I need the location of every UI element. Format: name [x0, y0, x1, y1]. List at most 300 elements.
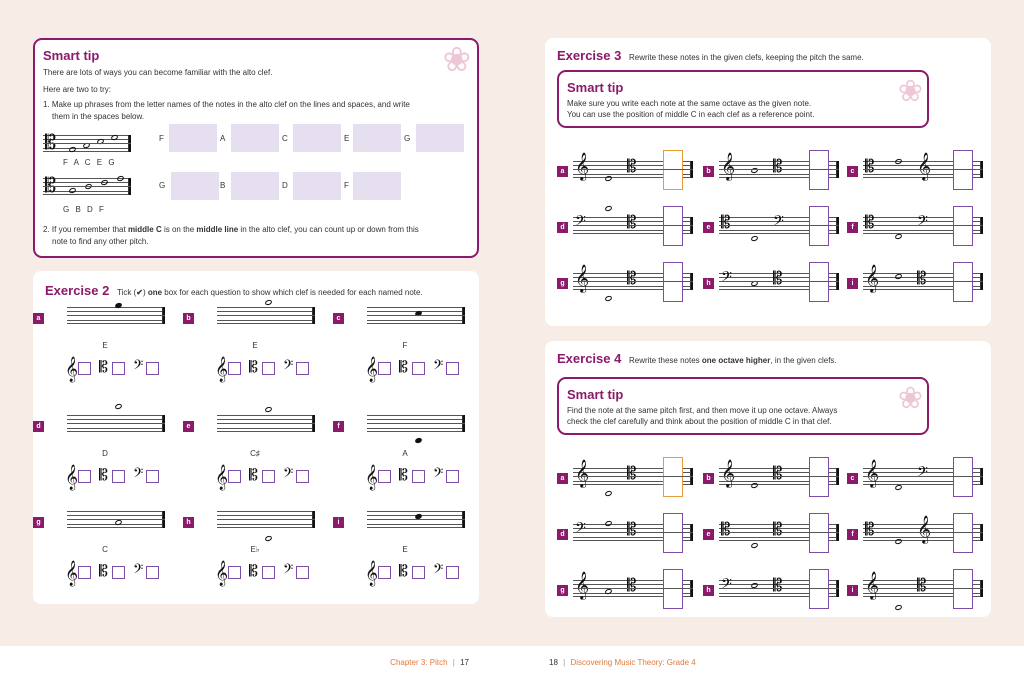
note [750, 582, 758, 589]
bass-clef-icon: 𝄢 [721, 576, 732, 596]
bass-clef-icon: 𝄢 [575, 520, 586, 540]
footer-right [549, 658, 696, 667]
barline [836, 217, 839, 234]
answer-box[interactable] [953, 206, 973, 246]
treble-clef-icon: 𝄞 [215, 561, 229, 586]
treble-clef-icon: 𝄞 [215, 357, 229, 382]
barline [980, 217, 983, 234]
answer-box[interactable] [809, 569, 829, 609]
treble-clef-icon: 𝄞 [365, 465, 379, 490]
staff [863, 515, 983, 543]
question-letter: a [557, 473, 568, 484]
smart-tip-title: Smart tip [43, 48, 100, 63]
barline [162, 307, 165, 324]
footer-separator: | [563, 658, 566, 667]
note [414, 513, 422, 520]
treble-clef-icon: 𝄞 [575, 264, 590, 292]
barline [312, 511, 315, 528]
barline [690, 273, 693, 290]
barline [690, 217, 693, 234]
exercise-2-title: Exercise 2 [45, 283, 110, 298]
smart-tip-title: Smart tip [567, 80, 624, 95]
barline [980, 161, 983, 178]
answer-box[interactable] [416, 124, 464, 152]
question-letter: d [33, 421, 44, 432]
staff [719, 152, 839, 180]
tick-box[interactable] [378, 566, 391, 579]
alto-clef-icon: 𝄡 [627, 157, 637, 177]
box-label-G: G [404, 134, 411, 143]
barline [980, 524, 983, 541]
bass-clef-icon: 𝄢 [133, 465, 144, 484]
question-letter: d [557, 529, 568, 540]
answer-box[interactable] [171, 172, 219, 200]
question-letter: h [703, 278, 714, 289]
note [604, 205, 612, 212]
tick-box[interactable] [146, 566, 159, 579]
barline [690, 524, 693, 541]
barline [462, 415, 465, 432]
alto-clef-icon: 𝄡 [865, 520, 875, 540]
answer-box[interactable] [293, 124, 341, 152]
answer-box[interactable] [231, 124, 279, 152]
alto-clef-icon: 𝄡 [627, 520, 637, 540]
note-name: E♭ [250, 545, 260, 554]
alto-clef-icon: 𝄡 [249, 357, 258, 376]
tip-line-2: Here are two to try: [43, 85, 112, 94]
staff [719, 520, 839, 541]
question-letter: e [183, 421, 194, 432]
note [604, 295, 612, 302]
staff [863, 152, 983, 180]
tip-line-1: There are lots of ways you can become familiar with the alto clef. [43, 68, 273, 77]
answer-box[interactable] [293, 172, 341, 200]
answer-box[interactable] [663, 262, 683, 302]
box-label-F: F [344, 181, 349, 190]
note [894, 273, 902, 280]
tip-line-1: Make sure you write each note at the same octave as the given note. [567, 99, 812, 108]
alto-clef-icon: 𝄡 [99, 561, 108, 580]
instr-text: Rewrite these notes [628, 356, 702, 365]
note [414, 437, 422, 444]
note [750, 482, 758, 489]
tick-box[interactable] [228, 362, 241, 375]
note-name: A [402, 449, 408, 458]
tick-box[interactable] [378, 470, 391, 483]
treble-clef-icon: 𝄞 [65, 357, 79, 382]
note [114, 403, 122, 410]
footer-book-title: Discovering Music Theory: Grade 4 [570, 658, 696, 667]
staff [573, 213, 693, 234]
answer-box[interactable] [953, 457, 973, 497]
exercise-2-header [45, 283, 423, 298]
staff [67, 415, 165, 432]
staff [719, 269, 839, 290]
bass-clef-icon: 𝄢 [283, 357, 294, 376]
note [604, 490, 612, 497]
answer-box[interactable] [809, 457, 829, 497]
alto-clef-icon: 𝄡 [917, 269, 927, 289]
question-letter: i [847, 585, 858, 596]
answer-box[interactable] [663, 457, 683, 497]
barline [312, 415, 315, 432]
exercise-4-card [545, 341, 991, 617]
question-letter: g [33, 517, 44, 528]
staff [863, 571, 983, 599]
tick-box[interactable] [112, 566, 125, 579]
bass-clef-icon: 𝄢 [133, 357, 144, 376]
treble-clef-icon: 𝄞 [917, 515, 932, 543]
staff [367, 415, 465, 432]
tick-box[interactable] [112, 362, 125, 375]
question-letter: b [703, 166, 714, 177]
smart-tip-title: Smart tip [567, 387, 624, 402]
answer-box[interactable] [809, 150, 829, 190]
answer-box[interactable] [353, 172, 401, 200]
exercise-4-header [557, 351, 837, 366]
tip-line-1: Find the note at the same pitch first, and then move it up one octave. Always [567, 406, 838, 415]
box-label-G: G [159, 181, 166, 190]
note-name: E [402, 545, 408, 554]
question-letter: b [183, 313, 194, 324]
answer-box[interactable] [663, 150, 683, 190]
note [750, 280, 758, 287]
alto-clef-icon: 𝄡 [45, 173, 57, 197]
tick-box[interactable] [146, 470, 159, 483]
treble-clef-icon: 𝄞 [865, 571, 880, 599]
instr-bold: one [147, 288, 163, 297]
treble-clef-icon: 𝄞 [721, 152, 736, 180]
bass-clef-icon: 𝄢 [433, 357, 444, 376]
tick-box[interactable] [412, 362, 425, 375]
answer-box[interactable] [953, 569, 973, 609]
alto-clef-icon: 𝄡 [773, 157, 783, 177]
question-letter: b [703, 473, 714, 484]
note [604, 175, 612, 182]
box-label-E: E [344, 134, 350, 143]
question-letter: c [333, 313, 344, 324]
treble-clef-icon: 𝄞 [65, 561, 79, 586]
answer-box[interactable] [809, 206, 829, 246]
exercise-3-card [545, 38, 991, 326]
treble-clef-icon: 𝄞 [215, 465, 229, 490]
question-letter: c [847, 166, 858, 177]
note [894, 484, 902, 491]
footer-chapter: Chapter 3: Pitch [390, 658, 448, 667]
exercise-3-title: Exercise 3 [557, 48, 622, 63]
alto-clef-icon: 𝄡 [399, 357, 408, 376]
barline [836, 273, 839, 290]
alto-clef-icon: 𝄡 [45, 130, 57, 154]
smart-tip-alto [33, 38, 479, 258]
answer-box[interactable] [953, 150, 973, 190]
staff [367, 511, 465, 528]
question-letter: f [847, 222, 858, 233]
alto-clef-icon: 𝄡 [773, 269, 783, 289]
box-label-B: B [220, 181, 226, 190]
tip-item-2b: note to find any other pitch. [52, 237, 149, 246]
note [604, 588, 612, 595]
staff [863, 459, 983, 487]
footer-separator: | [452, 658, 455, 667]
tick-box[interactable] [262, 362, 275, 375]
bass-clef-icon: 𝄢 [917, 464, 928, 484]
barline [690, 468, 693, 485]
treble-clef-icon: 𝄞 [65, 465, 79, 490]
answer-box[interactable] [231, 172, 279, 200]
alto-clef-icon: 𝄡 [627, 576, 637, 596]
note [894, 233, 902, 240]
question-letter: h [183, 517, 194, 528]
question-letter: g [557, 585, 568, 596]
floral-decoration: ❀ [897, 74, 923, 109]
tip-item-2-bold: middle line [196, 225, 239, 234]
alto-clef-icon: 𝄡 [627, 269, 637, 289]
alto-clef-icon: 𝄡 [917, 576, 927, 596]
box-label-C: C [282, 134, 288, 143]
treble-clef-icon: 𝄞 [721, 459, 736, 487]
exercise-3-instruction: Rewrite these notes in the given clefs, keeping the pitch the same. [628, 53, 864, 62]
tip-line-2: You can use the position of middle C in each clef as a reference point. [567, 110, 815, 119]
alto-clef-icon: 𝄡 [399, 561, 408, 580]
note [84, 183, 92, 190]
treble-clef-icon: 𝄞 [365, 561, 379, 586]
note-name: F [402, 341, 408, 350]
note [414, 310, 422, 317]
tip-item-2-bold: middle C [127, 225, 162, 234]
answer-box[interactable] [809, 513, 829, 553]
staff [367, 307, 465, 324]
bass-clef-icon: 𝄢 [575, 213, 586, 233]
question-letter: c [847, 473, 858, 484]
tip-item-2-text: is on the [161, 225, 197, 234]
alto-clef-icon: 𝄡 [773, 520, 783, 540]
note-name: C♯ [250, 449, 260, 458]
note [750, 542, 758, 549]
page-footer [0, 646, 1024, 682]
answer-box[interactable] [663, 513, 683, 553]
tick-box[interactable] [296, 566, 309, 579]
treble-clef-icon: 𝄞 [917, 152, 932, 180]
answer-box[interactable] [953, 513, 973, 553]
tip-item-2 [43, 224, 419, 236]
barline [128, 135, 131, 152]
alto-clef-icon: 𝄡 [249, 465, 258, 484]
note [894, 604, 902, 611]
row1-letters: F A C E G [63, 158, 115, 167]
barline [980, 273, 983, 290]
bass-clef-icon: 𝄢 [133, 561, 144, 580]
barline [462, 511, 465, 528]
note [264, 299, 272, 306]
note [96, 138, 104, 145]
question-letter: a [557, 166, 568, 177]
tick-box[interactable] [112, 470, 125, 483]
bass-clef-icon: 𝄢 [773, 213, 784, 233]
bass-clef-icon: 𝄢 [283, 465, 294, 484]
barline [836, 161, 839, 178]
question-letter: d [557, 222, 568, 233]
question-letter: e [703, 529, 714, 540]
instr-text: box for each question to show which clef is needed for each named note. [162, 288, 423, 297]
alto-staff-1 [43, 130, 131, 154]
note [82, 142, 90, 149]
staff [217, 415, 315, 432]
tick-box[interactable] [412, 566, 425, 579]
tick-box[interactable] [228, 470, 241, 483]
staff [573, 459, 693, 487]
floral-decoration: ❀ [897, 381, 923, 416]
note [894, 158, 902, 165]
tick-box[interactable] [78, 566, 91, 579]
instr-bold: one octave higher [701, 356, 771, 365]
alto-clef-icon: 𝄡 [99, 357, 108, 376]
answer-box[interactable] [809, 262, 829, 302]
staff [573, 571, 693, 599]
tick-box[interactable] [378, 362, 391, 375]
tick-box[interactable] [412, 470, 425, 483]
question-letter: f [333, 421, 344, 432]
answer-box[interactable] [663, 569, 683, 609]
answer-box[interactable] [953, 262, 973, 302]
bass-clef-icon: 𝄢 [283, 561, 294, 580]
question-letter: i [847, 278, 858, 289]
answer-box[interactable] [169, 124, 217, 152]
tip-line-2: check the clef carefully and think about the position of middle C in that clef. [567, 417, 832, 426]
barline [690, 580, 693, 597]
note [750, 167, 758, 174]
tick-box[interactable] [262, 566, 275, 579]
note [68, 146, 76, 153]
barline [836, 580, 839, 597]
exercise-3-header [557, 48, 864, 63]
barline [162, 415, 165, 432]
staff [67, 511, 165, 528]
question-letter: h [703, 585, 714, 596]
bass-clef-icon: 𝄢 [433, 561, 444, 580]
treble-clef-icon: 𝄞 [575, 459, 590, 487]
floral-decoration: ❀ [442, 40, 471, 80]
question-letter: f [847, 529, 858, 540]
check-icon: ✔ [136, 288, 143, 297]
bass-clef-icon: 𝄢 [433, 465, 444, 484]
tick-box[interactable] [446, 470, 459, 483]
alto-clef-icon: 𝄡 [721, 520, 731, 540]
tick-box[interactable] [446, 362, 459, 375]
note-name: C [102, 545, 108, 554]
alto-clef-icon: 𝄡 [399, 465, 408, 484]
barline [690, 161, 693, 178]
footer-page-number: 17 [460, 658, 469, 667]
staff [573, 264, 693, 292]
footer-left [390, 658, 469, 667]
alto-staff-2 [43, 173, 131, 197]
tick-box[interactable] [78, 362, 91, 375]
tick-box[interactable] [446, 566, 459, 579]
barline [462, 307, 465, 324]
staff [719, 576, 839, 597]
box-label-D: D [282, 181, 288, 190]
alto-clef-icon: 𝄡 [721, 213, 731, 233]
alto-clef-icon: 𝄡 [627, 464, 637, 484]
staff [863, 213, 983, 234]
alto-clef-icon: 𝄡 [249, 561, 258, 580]
exercise-2-instruction [117, 288, 423, 297]
alto-clef-icon: 𝄡 [865, 213, 875, 233]
note [68, 187, 76, 194]
question-letter: a [33, 313, 44, 324]
note [750, 235, 758, 242]
tick-box[interactable] [296, 470, 309, 483]
alto-clef-icon: 𝄡 [773, 464, 783, 484]
note [264, 406, 272, 413]
tick-box[interactable] [78, 470, 91, 483]
row2-letters: G B D F [63, 205, 104, 214]
tick-box[interactable] [262, 470, 275, 483]
barline [312, 307, 315, 324]
staff [67, 307, 165, 324]
tip-item-2-text: 2. If you remember that [43, 225, 128, 234]
note-name: E [252, 341, 258, 350]
note [604, 520, 612, 527]
tip-item-1b: them in the spaces below. [52, 112, 145, 121]
alto-clef-icon: 𝄡 [773, 576, 783, 596]
instr-text: Tick ( [116, 288, 137, 297]
footer-page-number: 18 [549, 658, 558, 667]
instr-text: , in the given clefs. [770, 356, 837, 365]
staff [217, 307, 315, 324]
alto-clef-icon: 𝄡 [99, 465, 108, 484]
treble-clef-icon: 𝄞 [575, 152, 590, 180]
instr-text: ) [142, 288, 148, 297]
staff [863, 264, 983, 292]
tick-box[interactable] [228, 566, 241, 579]
treble-clef-icon: 𝄞 [865, 459, 880, 487]
exercise-4-instruction [629, 356, 837, 365]
bass-clef-icon: 𝄢 [721, 269, 732, 289]
treble-clef-icon: 𝄞 [575, 571, 590, 599]
tick-box[interactable] [296, 362, 309, 375]
answer-box[interactable] [353, 124, 401, 152]
smart-tip-ex3 [557, 70, 929, 128]
note [114, 302, 122, 309]
note [116, 175, 124, 182]
smart-tip-ex4 [557, 377, 929, 435]
barline [980, 468, 983, 485]
staff [573, 520, 693, 541]
note [114, 519, 122, 526]
question-letter: i [333, 517, 344, 528]
barline [836, 524, 839, 541]
bass-clef-icon: 𝄢 [917, 213, 928, 233]
answer-box[interactable] [663, 206, 683, 246]
exercise-2-card [33, 271, 479, 604]
tip-item-2-text: in the alto clef, you can count up or down from this [238, 225, 419, 234]
note-name: E [102, 341, 108, 350]
staff [217, 511, 315, 528]
note-name: D [102, 449, 108, 458]
note [110, 134, 118, 141]
staff [719, 459, 839, 487]
tip-item-1: 1. Make up phrases from the letter names of the notes in the alto clef on the lines and spaces, and write [43, 100, 410, 109]
staff [719, 213, 839, 234]
question-letter: e [703, 222, 714, 233]
exercise-4-title: Exercise 4 [557, 351, 622, 366]
tick-box[interactable] [146, 362, 159, 375]
staff [573, 152, 693, 180]
alto-clef-icon: 𝄡 [627, 213, 637, 233]
box-label-F: F [159, 134, 164, 143]
